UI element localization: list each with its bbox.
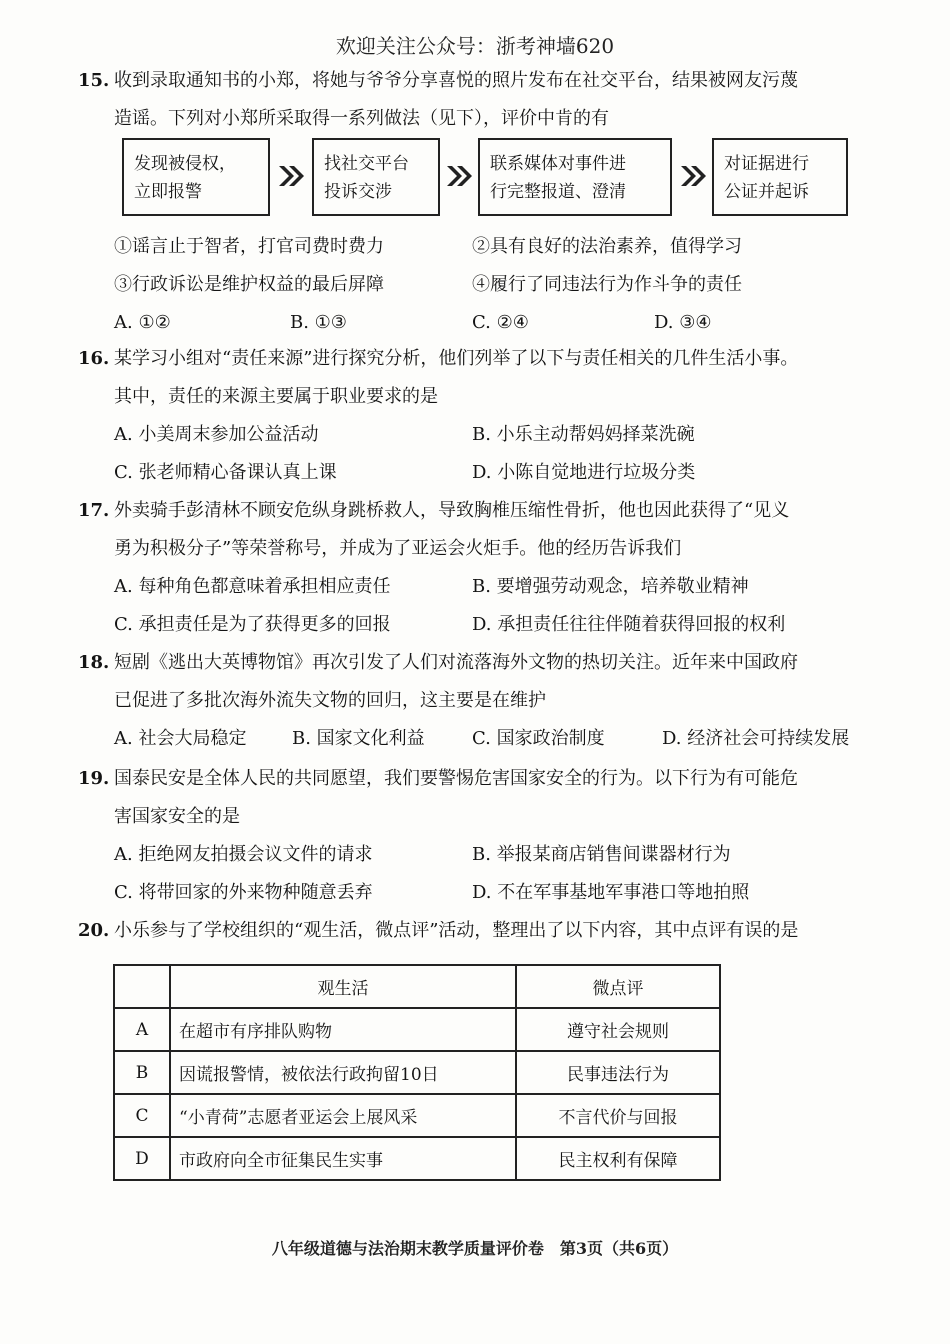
flow-text: 联系媒体对事件进: [490, 154, 626, 174]
comment-table: [113, 964, 721, 1181]
option-a[interactable]: A. 拒绝网友拍摄会议文件的请求: [114, 844, 373, 865]
question-stem-line: 其中，责任的来源主要属于职业要求的是: [114, 386, 438, 407]
table-row: [114, 1094, 720, 1137]
option-b[interactable]: B. 小乐主动帮妈妈择菜洗碗: [472, 424, 695, 445]
table-row: [114, 1008, 720, 1051]
flow-step-1: [122, 138, 270, 216]
question-stem-line: 小乐参与了学校组织的“观生活，微点评”活动，整理出了以下内容，其中点评有误的是: [114, 920, 799, 941]
question-stem-line: 国泰民安是全体人民的共同愿望，我们要警惕危害国家安全的行为。以下行为有可能危: [114, 768, 798, 789]
flow-step-4: [712, 138, 848, 216]
option-a[interactable]: A. ①②: [114, 312, 171, 333]
option-a[interactable]: A. 每种角色都意味着承担相应责任: [114, 576, 391, 597]
question-15: [78, 62, 868, 138]
table-cell: D: [114, 1137, 170, 1180]
flow-text: 立即报警: [134, 182, 202, 202]
question-18: [78, 644, 868, 758]
question-stem-line: 收到录取通知书的小郑，将她与爷爷分享喜悦的照片发布在社交平台，结果被网友污蔑: [114, 70, 798, 91]
question-number: 15.: [78, 70, 110, 91]
option-b[interactable]: B. ①③: [290, 312, 347, 333]
flow-text: 公证并起诉: [724, 182, 809, 202]
table-header: [114, 965, 170, 1008]
option-c[interactable]: C. 将带回家的外来物种随意丢弃: [114, 882, 373, 903]
table-cell: 遵守社会规则: [516, 1008, 720, 1051]
statement: ③行政诉讼是维护权益的最后屏障: [114, 274, 384, 295]
table-cell: A: [114, 1008, 170, 1051]
option-a[interactable]: A. 小美周末参加公益活动: [114, 424, 319, 445]
question-stem-line: 短剧《逃出大英博物馆》再次引发了人们对流落海外文物的热切关注。近年来中国政府: [114, 652, 798, 673]
table-cell: B: [114, 1051, 170, 1094]
double-chevron-icon: [276, 162, 306, 190]
double-chevron-icon: [678, 162, 708, 190]
table-cell: “小青荷”志愿者亚运会上展风采: [170, 1094, 516, 1137]
table-cell: 市政府向全市征集民生实事: [170, 1137, 516, 1180]
question-number: 17.: [78, 500, 110, 521]
option-d[interactable]: D. 小陈自觉地进行垃圾分类: [472, 462, 696, 483]
table-cell: 不言代价与回报: [516, 1094, 720, 1137]
question-number: 16.: [78, 348, 110, 369]
page-footer: 八年级道德与法治期末教学质量评价卷 第3页（共6页）: [271, 1239, 679, 1258]
statement: ②具有良好的法治素养，值得学习: [472, 236, 742, 257]
flow-text: 对证据进行: [724, 154, 809, 174]
question-stem-line: 害国家安全的是: [114, 806, 240, 827]
table-row: [114, 1051, 720, 1094]
question-number: 18.: [78, 652, 110, 673]
option-c[interactable]: C. 国家政治制度: [472, 728, 605, 749]
question-15-statements: [78, 228, 868, 342]
flow-text: 行完整报道、澄清: [490, 182, 626, 202]
option-d[interactable]: D. 不在军事基地军事港口等地拍照: [472, 882, 750, 903]
option-b[interactable]: B. 举报某商店销售间谍器材行为: [472, 844, 731, 865]
question-number: 20.: [78, 920, 110, 941]
statement: ①谣言止于智者，打官司费时费力: [114, 236, 384, 257]
flow-text: 找社交平台: [324, 154, 409, 174]
option-c[interactable]: C. 张老师精心备课认真上课: [114, 462, 337, 483]
table-header: 微点评: [516, 965, 720, 1008]
question-stem-line: 造谣。下列对小郑所采取得一系列做法（见下），评价中肯的有: [114, 108, 609, 129]
question-19: [78, 760, 868, 912]
table-header-row: [114, 965, 720, 1008]
question-16: [78, 340, 868, 492]
question-17: [78, 492, 868, 644]
double-chevron-icon: [444, 162, 474, 190]
table-cell: 民事违法行为: [516, 1051, 720, 1094]
table-cell: 因谎报警情，被依法行政拘留10日: [170, 1051, 516, 1094]
flow-diagram: [122, 138, 848, 222]
statement: ④履行了同违法行为作斗争的责任: [472, 274, 742, 295]
question-stem-line: 外卖骑手彭清林不顾安危纵身跳桥救人，导致胸椎压缩性骨折，他也因此获得了“见义: [114, 500, 790, 521]
flow-text: 发现被侵权，: [134, 154, 236, 174]
option-b[interactable]: B. 要增强劳动观念，培养敬业精神: [472, 576, 749, 597]
watermark-header: 欢迎关注公众号：浙考神墙620: [335, 34, 615, 58]
flow-text: 投诉交涉: [324, 182, 392, 202]
option-b[interactable]: B. 国家文化利益: [292, 728, 425, 749]
table-header: 观生活: [170, 965, 516, 1008]
option-d[interactable]: D. ③④: [654, 312, 712, 333]
question-20: [78, 912, 868, 950]
question-stem-line: 勇为积极分子”等荣誉称号，并成为了亚运会火炬手。他的经历告诉我们: [114, 538, 682, 559]
option-a[interactable]: A. 社会大局稳定: [114, 728, 247, 749]
table-cell: 在超市有序排队购物: [170, 1008, 516, 1051]
table-cell: 民主权利有保障: [516, 1137, 720, 1180]
flow-step-2: [312, 138, 440, 216]
flow-step-3: [478, 138, 672, 216]
option-d[interactable]: D. 承担责任往往伴随着获得回报的权利: [472, 614, 786, 635]
option-c[interactable]: C. 承担责任是为了获得更多的回报: [114, 614, 391, 635]
option-d[interactable]: D. 经济社会可持续发展: [662, 728, 850, 749]
question-stem-line: 已促进了多批次海外流失文物的回归，这主要是在维护: [114, 690, 546, 711]
table-row: [114, 1137, 720, 1180]
question-number: 19.: [78, 768, 110, 789]
table-cell: C: [114, 1094, 170, 1137]
option-c[interactable]: C. ②④: [472, 312, 529, 333]
question-stem-line: 某学习小组对“责任来源”进行探究分析，他们列举了以下与责任相关的几件生活小事。: [114, 348, 799, 369]
